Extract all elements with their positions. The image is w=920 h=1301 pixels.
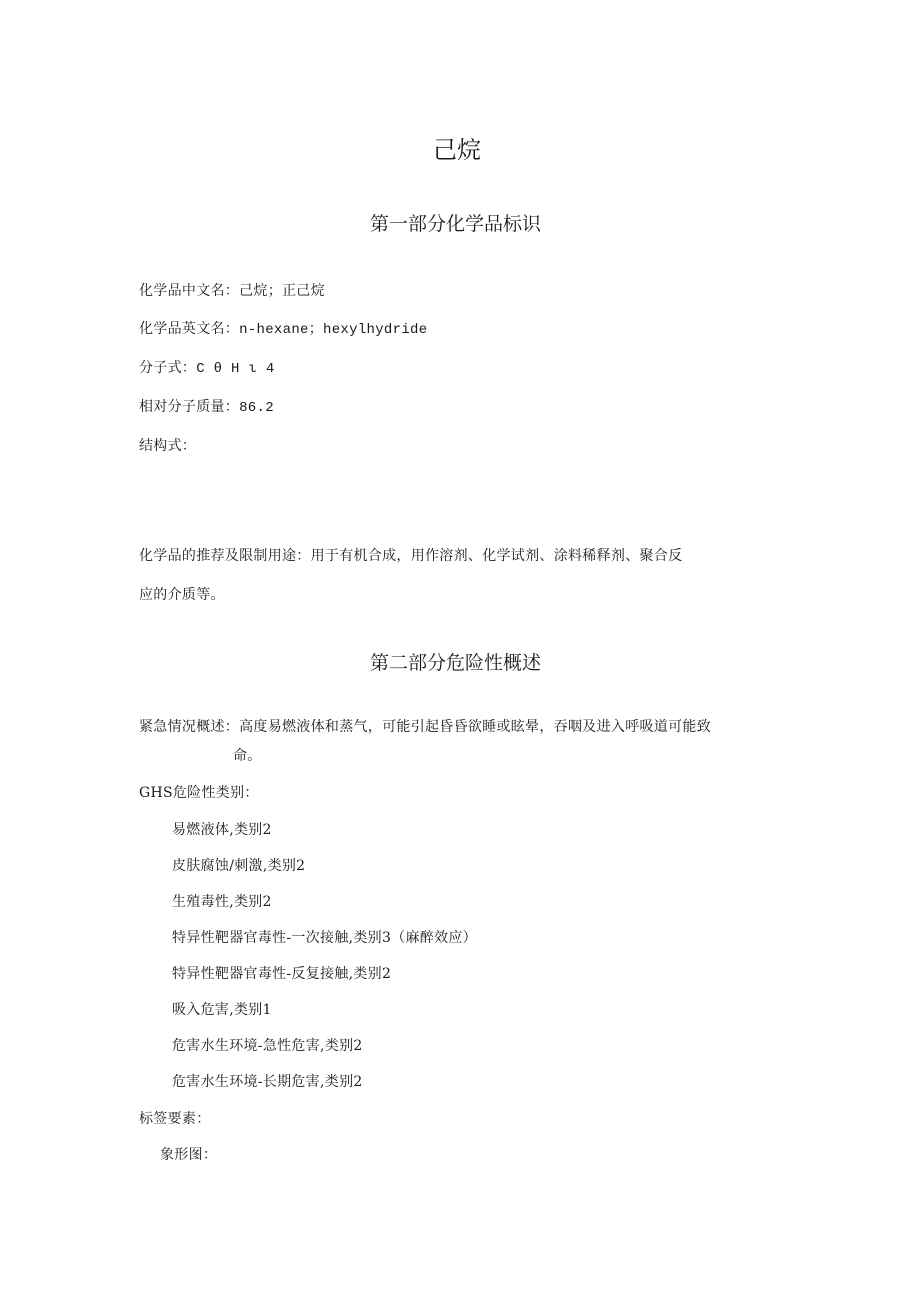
mass-label: 相对分子质量： (139, 399, 240, 415)
pictogram-label: 象形图： (160, 1147, 218, 1163)
en-name-value: n-hexane；hexylhydride (239, 322, 428, 338)
cn-name-value: 己烷；正己烷 (239, 283, 325, 299)
emergency-line-1: 紧急情况概述：高度易燃液体和蒸气，可能引起昏昏欲睡或眩晕，吞咽及进入呼吸道可能致 (139, 719, 711, 735)
ghs-item: 生殖毒性,类别2 (172, 894, 272, 910)
formula-value: C θ H ι 4 (196, 361, 275, 377)
ghs-item: 易燃液体,类别2 (172, 822, 272, 838)
section-heading-part1: 第一部分化学品标识 (370, 213, 542, 235)
cn-name-line (139, 280, 325, 300)
section-heading-part2: 第二部分危险性概述 (370, 652, 542, 674)
use-line-2: 应的介质等。 (139, 587, 225, 603)
ghs-label: GHS危险性类别： (139, 785, 259, 801)
ghs-item: 特异性靶器官毒性-反复接触,类别2 (172, 966, 392, 982)
ghs-item: 危害水生环境-长期危害,类别2 (172, 1074, 363, 1090)
ghs-item: 危害水生环境-急性危害,类别2 (172, 1038, 363, 1054)
en-name-line (139, 318, 427, 338)
label-elements: 标签要素： (139, 1111, 211, 1127)
cn-name-label: 化学品中文名： (139, 283, 240, 299)
ghs-item: 吸入危害,类别1 (172, 1002, 272, 1018)
use-line-1: 化学品的推荐及限制用途：用于有机合成，用作溶剂、化学试剂、涂料稀释剂、聚合反 (139, 548, 683, 564)
structure-label: 结构式： (139, 438, 197, 454)
formula-line (139, 357, 275, 377)
mass-line (139, 396, 274, 416)
mass-value: 86.2 (239, 400, 274, 416)
ghs-item: 皮肤腐蚀/刺激,类别2 (172, 858, 306, 874)
emergency-line-2: 命。 (233, 748, 262, 764)
document-title: 己烷 (433, 136, 481, 164)
ghs-item: 特异性靶器官毒性-一次接触,类别3（麻醉效应） (172, 930, 477, 946)
en-name-label: 化学品英文名： (139, 321, 240, 337)
formula-label: 分子式： (139, 360, 197, 376)
